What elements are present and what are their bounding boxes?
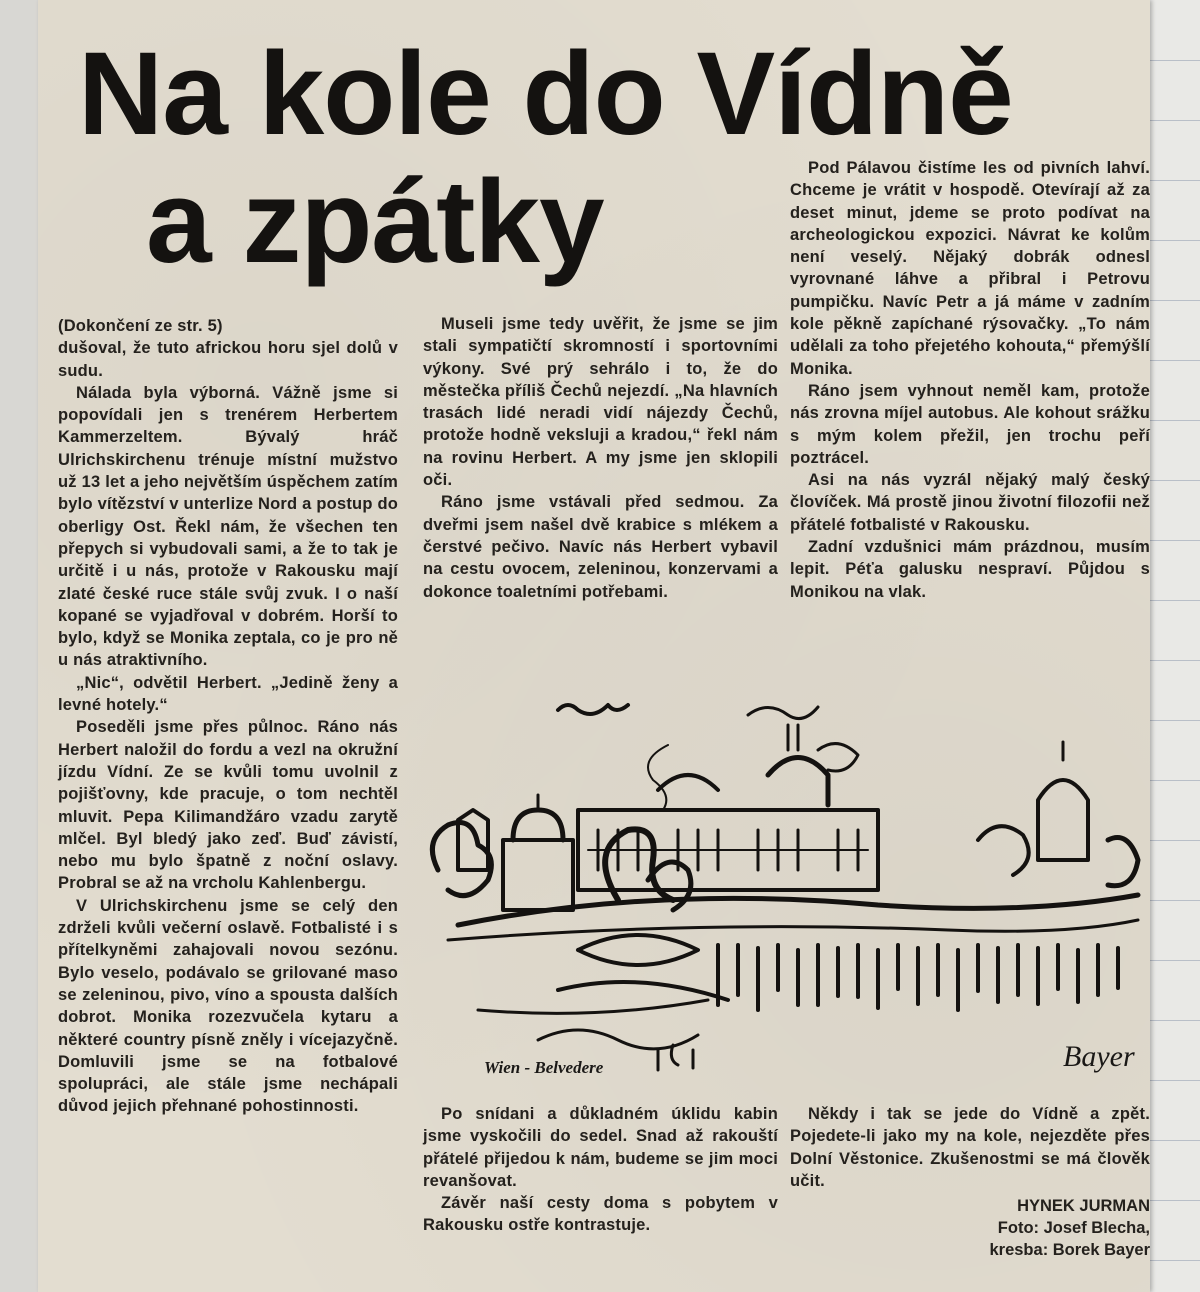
newspaper-clipping [38, 0, 1150, 1292]
author-name: HYNEK JURMAN [1017, 1197, 1150, 1215]
article-column-2-lower [423, 1103, 778, 1237]
paragraph: Po snídani a důkladném úklidu kabin jsme vyskočili do sedel. Snad až rakouští přátelé přijedou k nám, budeme se jim moci revanšovat. [423, 1105, 778, 1190]
continuation-note: (Dokončení ze str. 5) [58, 317, 223, 335]
paragraph: Ráno jsem vyhnout neměl kam, protože nás zrovna míjel autobus. Ale kohout srážku s mým kolem přežil, jen trochu peří poztrácel. [790, 381, 1150, 467]
paragraph: „Nic“, odvětil Herbert. „Jedině ženy a levné hotely.“ [58, 673, 398, 715]
article-column-3-lower [790, 1103, 1150, 1192]
paragraph: Závěr naší cesty doma s pobytem v Rakousku ostře kontrastuje. [423, 1194, 778, 1235]
headline-line-1: Na kole do Vídně [78, 28, 1013, 160]
paragraph: V Ulrichskirchenu jsme se celý den zdrželi kvůli večerní oslavě. Fotbalisté i s přítelkyněmi zahajovali novou sezónu. Bylo veselo, podávalo se grilované maso se zeleninou, pivo, víno a spousta dalších dobrot. Monika rozezvučela kytaru a některé country písně zněly i vícejazyčně. Domluvili jsme se na fotbalové spolupráci, ale stále jsme nechápali důvod jejich přehnané pohostinnosti. [58, 896, 398, 1116]
paragraph: Nálada byla výborná. Vážně jsme si popovídali jen s trenérem Herbertem Kammerzeltem. Bývalý hráč Ulrichskirchenu trénuje místní mužstvo už 13 let a jeho největším úspěchem zatím bylo vítězství v unterlize Nord a postup do oberligy Ost. Řekl nám, že všechen ten přepych si vybudovali sami, a že to tak je určitě i u nás, protože v Rakousku mají zlaté české ruce stále svůj zvuk. I o naší kopané se vyjadřoval v dobrém. Horší to bylo, když se Monika zeptala, co je pro ně u nás atraktivního. [58, 383, 398, 670]
photo-credit: Foto: Josef Blecha, [997, 1219, 1150, 1237]
paragraph: Někdy i tak se jede do Vídně a zpět. Pojedete-li jako my na kole, nejezděte přes Dolní Věstonice. Zkušenostmi se má člověk učit. [790, 1105, 1150, 1190]
article-column-1 [58, 315, 398, 1118]
drawing-caption: Wien - Belvedere [484, 1058, 604, 1077]
paragraph: Pod Pálavou čistíme les od pivních lahví. Chceme je vrátit v hospodě. Otevírají až za deset minut, jdeme se proto podívat na archeologickou expozici. Návrat ke kolům není veselý. Nějaký dobrák odnesl vyrovnané láhve a přibral i Petrovu pumpičku. Navíc Petr a já máme v zadním kole pěkně zapíchané rýsovačky. „To nám udělali za toho přejetého kohouta,“ přemýšlí Monika. [790, 159, 1150, 378]
paragraph: Asi na nás vyzrál nějaký malý český človíček. Má prostě jinou životní filozofii než přátelé fotbalisté v Rakousku. [790, 471, 1150, 534]
belvedere-ink-drawing [418, 690, 1148, 1090]
paragraph: Zadní vzdušnici mám prázdnou, musím lepit. Péťa galusku nespraví. Půjdou s Monikou na vlak. [790, 538, 1150, 601]
article-column-2 [423, 313, 778, 603]
article-column-3 [790, 157, 1150, 603]
artist-signature: Bayer [1063, 1040, 1135, 1073]
paragraph: dušoval, že tuto africkou horu sjel dolů v sudu. [58, 339, 398, 380]
headline-line-2: a zpátky [146, 156, 604, 288]
paragraph: Museli jsme tedy uvěřit, že jsme se jim stali sympatičtí skromností i sportovními výkony. Své prý sehrálo i to, že do městečka příliš Čechů nejezdí. „Na hlavních trasách lidé neradi vidí nájezdy Čechů, protože hodně veksluji a kradou,“ řekl nám na rovinu Herbert. A my jsme jen sklopili oči. [423, 315, 778, 490]
article-credits [790, 1195, 1150, 1261]
paragraph: Ráno jsme vstávali před sedmou. Za dveřmi jsem našel dvě krabice s mlékem a čerstvé pečivo. Navíc nás Herbert vybavil na cestu ovocem, zeleninou, konzervami a dokonce toaletními potřebami. [423, 493, 778, 601]
drawing-credit: kresba: Borek Bayer [989, 1241, 1150, 1259]
paragraph: Poseděli jsme přes půlnoc. Ráno nás Herbert naložil do fordu a vezl na okružní jízdu Vídní. Ze se kvůli tomu uvolnil z pojišťovny, kde pracuje, o tom nechtěl mluvit. Pepa Kilimandžáro vzadu zarytě mlčel. Byl bledý jako zeď. Buď závistí, nebo mu bylo špatně z noční oslavy. Probral se až na vrcholu Kahlenbergu. [58, 718, 398, 893]
